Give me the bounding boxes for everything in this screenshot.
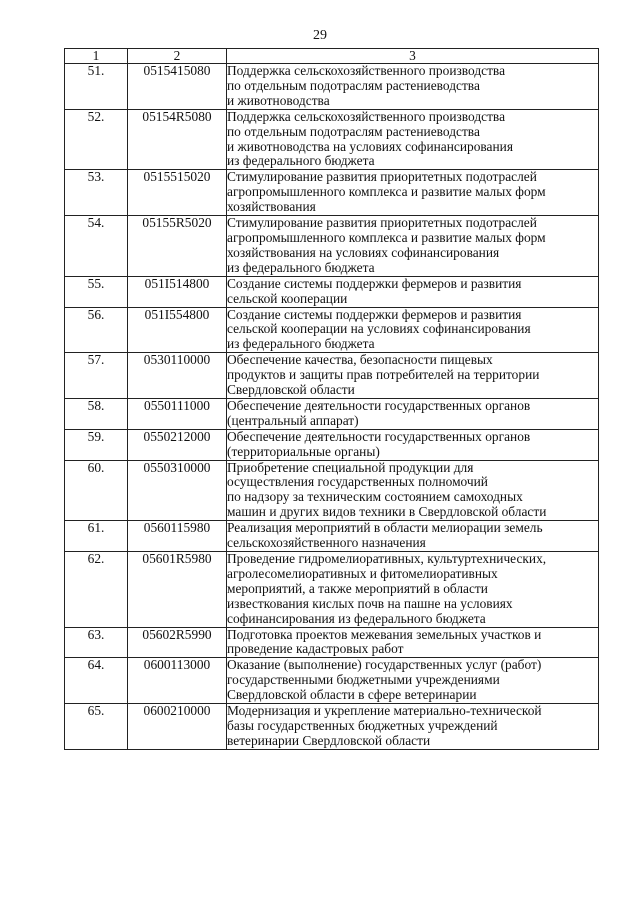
description-line: Создание системы поддержки фермеров и развития [227, 275, 522, 291]
description-line: из федерального бюджета [227, 153, 375, 169]
budget-code: 0560115980 [128, 521, 227, 552]
description-line: сельской кооперации на условиях софинансирования [227, 321, 531, 337]
description-line: Оказание (выполнение) государственных услуг (работ) [227, 657, 542, 673]
description-line: известкования кислых почв на пашне на условиях [227, 595, 513, 611]
description-line: Свердловской области [227, 382, 355, 398]
description-line: государственными бюджетными учреждениями [227, 672, 500, 688]
description-line: из федерального бюджета [227, 336, 375, 352]
budget-code: 0550310000 [128, 460, 227, 521]
table-row [65, 552, 599, 628]
description-line: Создание системы поддержки фермеров и развития [227, 306, 522, 322]
description [227, 429, 599, 460]
description-line: Модернизация и укрепление материально-технической [227, 703, 542, 719]
description-line: Поддержка сельскохозяйственного производства [227, 63, 506, 78]
description-line: софинансирования из федерального бюджета [227, 610, 486, 626]
budget-code: 0515515020 [128, 170, 227, 216]
description-line: Проведение гидромелиоративных, культуртехнических, [227, 551, 547, 566]
budget-code: 05601R5980 [128, 552, 227, 628]
table-header-row [65, 49, 599, 64]
column-header-number: 1 [65, 49, 128, 64]
column-header-code: 2 [128, 49, 227, 64]
description-line: машин и других видов техники в Свердловской области [227, 504, 547, 520]
description [227, 552, 599, 628]
budget-code: 05154R5080 [128, 109, 227, 170]
description [227, 658, 599, 704]
description [227, 627, 599, 658]
row-number: 64. [65, 658, 128, 704]
description-line: базы государственных бюджетных учреждений [227, 717, 498, 733]
description-line: Обеспечение качества, безопасности пищевых [227, 352, 493, 368]
description [227, 704, 599, 750]
table-row [65, 398, 599, 429]
row-number: 58. [65, 398, 128, 429]
table-row [65, 276, 599, 307]
description-line: по отдельным подотраслям растениеводства [227, 77, 480, 93]
table-row [65, 353, 599, 399]
row-number: 51. [65, 64, 128, 110]
description-line: агропромышленного комплекса и развитие малых форм [227, 184, 546, 200]
description [227, 307, 599, 353]
description-line: Стимулирование развития приоритетных подотраслей [227, 169, 537, 185]
description-line: агропромышленного комплекса и развитие малых форм [227, 229, 546, 245]
table-row [65, 429, 599, 460]
description-line: хозяйствования на условиях софинансирования [227, 244, 500, 260]
row-number: 56. [65, 307, 128, 353]
description-line: проведение кадастровых работ [227, 641, 404, 657]
description-line: из федерального бюджета [227, 259, 375, 275]
description-line: сельскохозяйственного назначения [227, 535, 426, 551]
column-header-description: 3 [227, 49, 599, 64]
description-line: мероприятий, а также мероприятий в области [227, 580, 488, 596]
budget-code: 0600210000 [128, 704, 227, 750]
table-row [65, 658, 599, 704]
table-row [65, 704, 599, 750]
row-number: 57. [65, 353, 128, 399]
description-line: Подготовка проектов межевания земельных участков и [227, 626, 542, 642]
row-number: 53. [65, 170, 128, 216]
table-row [65, 627, 599, 658]
description-line: осуществления государственных полномочий [227, 474, 488, 490]
table-row [65, 521, 599, 552]
description-line: продуктов и защиты прав потребителей на территории [227, 367, 540, 383]
description [227, 460, 599, 521]
table-row [65, 64, 599, 110]
description [227, 353, 599, 399]
row-number: 63. [65, 627, 128, 658]
table-row [65, 216, 599, 277]
description-line: ветеринарии Свердловской области [227, 732, 431, 748]
description [227, 398, 599, 429]
description-line: Свердловской области в сфере ветеринарии [227, 687, 477, 703]
budget-code: 051I554800 [128, 307, 227, 353]
budget-code: 0600113000 [128, 658, 227, 704]
row-number: 65. [65, 704, 128, 750]
budget-code: 0515415080 [128, 64, 227, 110]
description [227, 64, 599, 110]
budget-code: 051I514800 [128, 276, 227, 307]
description [227, 170, 599, 216]
budget-code: 05155R5020 [128, 216, 227, 277]
budget-code: 05602R5990 [128, 627, 227, 658]
table-row [65, 170, 599, 216]
description [227, 521, 599, 552]
description [227, 109, 599, 170]
description [227, 216, 599, 277]
description-line: Обеспечение деятельности государственных органов [227, 428, 531, 444]
row-number: 52. [65, 109, 128, 170]
description-line: сельской кооперации [227, 290, 348, 306]
description-line: Реализация мероприятий в области мелиорации земель [227, 520, 543, 536]
page-number: 29 [313, 28, 327, 43]
description-line: Обеспечение деятельности государственных органов [227, 397, 531, 413]
description-line: хозяйствования [227, 199, 316, 215]
description-line: и животноводства [227, 92, 330, 108]
table-row [65, 307, 599, 353]
budget-code: 0530110000 [128, 353, 227, 399]
description-line: (территориальные органы) [227, 443, 380, 459]
table-row [65, 109, 599, 170]
description-line: Стимулирование развития приоритетных подотраслей [227, 215, 537, 231]
description-line: и животноводства на условиях софинансирования [227, 138, 513, 154]
description-line: по надзору за техническим состоянием самоходных [227, 489, 523, 505]
budget-code: 0550111000 [128, 398, 227, 429]
row-number: 54. [65, 216, 128, 277]
row-number: 60. [65, 460, 128, 521]
row-number: 59. [65, 429, 128, 460]
table-row [65, 460, 599, 521]
description-line: агролесомелиоративных и фитомелиоративных [227, 565, 498, 581]
row-number: 55. [65, 276, 128, 307]
row-number: 61. [65, 521, 128, 552]
description-line: Приобретение специальной продукции для [227, 459, 474, 475]
description-line: по отдельным подотраслям растениеводства [227, 123, 480, 139]
budget-codes-table [64, 48, 599, 750]
row-number: 62. [65, 552, 128, 628]
description-line: Поддержка сельскохозяйственного производства [227, 108, 506, 124]
table-body [65, 64, 599, 750]
description [227, 276, 599, 307]
budget-code: 0550212000 [128, 429, 227, 460]
description-line: (центральный аппарат) [227, 412, 359, 428]
